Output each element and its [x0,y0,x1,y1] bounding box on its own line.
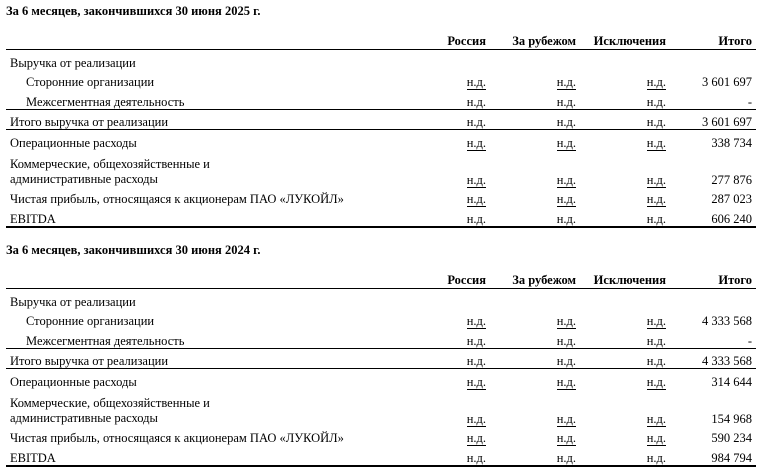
cell-total: 314 644 [672,369,756,389]
cell-abroad: н.д. [556,354,576,368]
table-header-row [6,34,756,50]
cell-abroad: н.д. [556,333,576,348]
cell-russia: н.д. [466,115,486,129]
cell-russia: н.д. [466,172,486,187]
row-label: Операционные расходы [6,369,402,389]
cell-total: 4 333 568 [702,314,752,328]
row-label: Межсегментная деятельность [26,94,185,109]
cell-russia: н.д. [466,411,486,426]
cell-abroad: н.д. [556,314,576,328]
row-label: EBITDA [6,206,402,227]
row-label: Чистая прибыль, относящаяся к акционерам ПАО «ЛУКОЙЛ» [10,192,344,206]
table-header-row [6,273,756,289]
cell-eliminations: н.д. [646,374,666,389]
cell-russia: н.д. [466,333,486,348]
row-label: Межсегментная деятельность [26,333,185,348]
row-label: Сторонние организации [26,314,155,328]
table-row [6,50,756,70]
table-row [6,289,756,309]
cell-abroad: н.д. [556,411,576,426]
cell-eliminations: н.д. [646,94,666,109]
cell-total: 277 876 [711,172,752,187]
table-row [6,426,756,446]
cell-abroad: н.д. [556,450,576,465]
cell-abroad: н.д. [556,431,576,445]
cell-russia: н.д. [466,94,486,109]
cell-eliminations: н.д. [646,75,666,89]
table-row [6,328,756,348]
row-label: Коммерческие, общехозяйственные и административные расходы [10,156,210,186]
cell-total: 590 234 [711,431,752,445]
cell-eliminations: н.д. [646,411,666,426]
cell-eliminations: н.д. [646,135,666,150]
cell-total: - [747,333,752,348]
col-header-russia: Россия [402,273,492,289]
cell-total: 4 333 568 [672,348,756,369]
header-blank [6,273,402,289]
cell-abroad: н.д. [556,94,576,109]
row-label: Коммерческие, общехозяйственные и административные расходы [10,395,210,425]
cell-eliminations: н.д. [646,115,666,129]
cell-russia: н.д. [466,75,486,89]
col-header-russia: Россия [402,34,492,50]
row-label: Сторонние организации [26,75,155,89]
row-label: Выручка от реализации [10,294,136,309]
table-row [6,445,756,466]
cell-eliminations: н.д. [646,431,666,445]
cell-total: 3 601 697 [702,75,752,89]
cell-eliminations: н.д. [646,333,666,348]
cell-abroad: н.д. [556,135,576,150]
cell-abroad: н.д. [556,172,576,187]
cell-russia: н.д. [466,450,486,465]
section-title: За 6 месяцев, закончившихся 30 июня 2025 г. [6,4,261,18]
table-row [6,348,756,369]
row-label: EBITDA [6,445,402,466]
table-row [6,187,756,207]
row-label: Выручка от реализации [10,55,136,70]
cell-eliminations: н.д. [646,450,666,465]
table-row [6,89,756,109]
col-header-total: Итого [672,34,756,50]
cell-total: 3 601 697 [672,109,756,130]
col-header-abroad: За рубежом [492,34,582,50]
cell-total: - [747,94,752,109]
cell-abroad: н.д. [556,115,576,129]
segment-table [6,34,756,228]
table-row [6,369,756,389]
row-label: Итого выручка от реализации [6,109,402,130]
cell-total: 606 240 [672,206,756,227]
col-header-total: Итого [672,273,756,289]
segment-section-2025 [0,4,760,226]
table-row [6,309,756,329]
cell-russia: н.д. [466,192,486,206]
segment-table [6,273,756,467]
cell-eliminations: н.д. [646,172,666,187]
segment-section-2024 [0,243,760,465]
cell-total: 154 968 [711,411,752,426]
table-row [6,130,756,150]
cell-total: 338 734 [672,130,756,150]
cell-eliminations: н.д. [646,354,666,368]
row-label: Операционные расходы [6,130,402,150]
cell-abroad: н.д. [556,192,576,206]
cell-total: 984 794 [672,445,756,466]
table-row [6,70,756,90]
table-row [6,206,756,227]
row-label: Чистая прибыль, относящаяся к акционерам ПАО «ЛУКОЙЛ» [10,431,344,445]
cell-russia: н.д. [466,374,486,389]
col-header-abroad: За рубежом [492,273,582,289]
cell-abroad: н.д. [556,75,576,89]
section-title: За 6 месяцев, закончившихся 30 июня 2024 г. [6,243,261,257]
cell-russia: н.д. [466,431,486,445]
table-row [6,389,756,426]
cell-abroad: н.д. [556,374,576,389]
cell-russia: н.д. [466,354,486,368]
cell-total: 287 023 [711,192,752,206]
table-row [6,150,756,187]
col-header-eliminations: Исключения [582,273,672,289]
header-blank [6,34,402,50]
col-header-eliminations: Исключения [582,34,672,50]
table-row [6,109,756,130]
cell-abroad: н.д. [556,211,576,226]
cell-russia: н.д. [466,211,486,226]
cell-russia: н.д. [466,314,486,328]
cell-eliminations: н.д. [646,192,666,206]
cell-eliminations: н.д. [646,211,666,226]
cell-russia: н.д. [466,135,486,150]
cell-eliminations: н.д. [646,314,666,328]
row-label: Итого выручка от реализации [6,348,402,369]
